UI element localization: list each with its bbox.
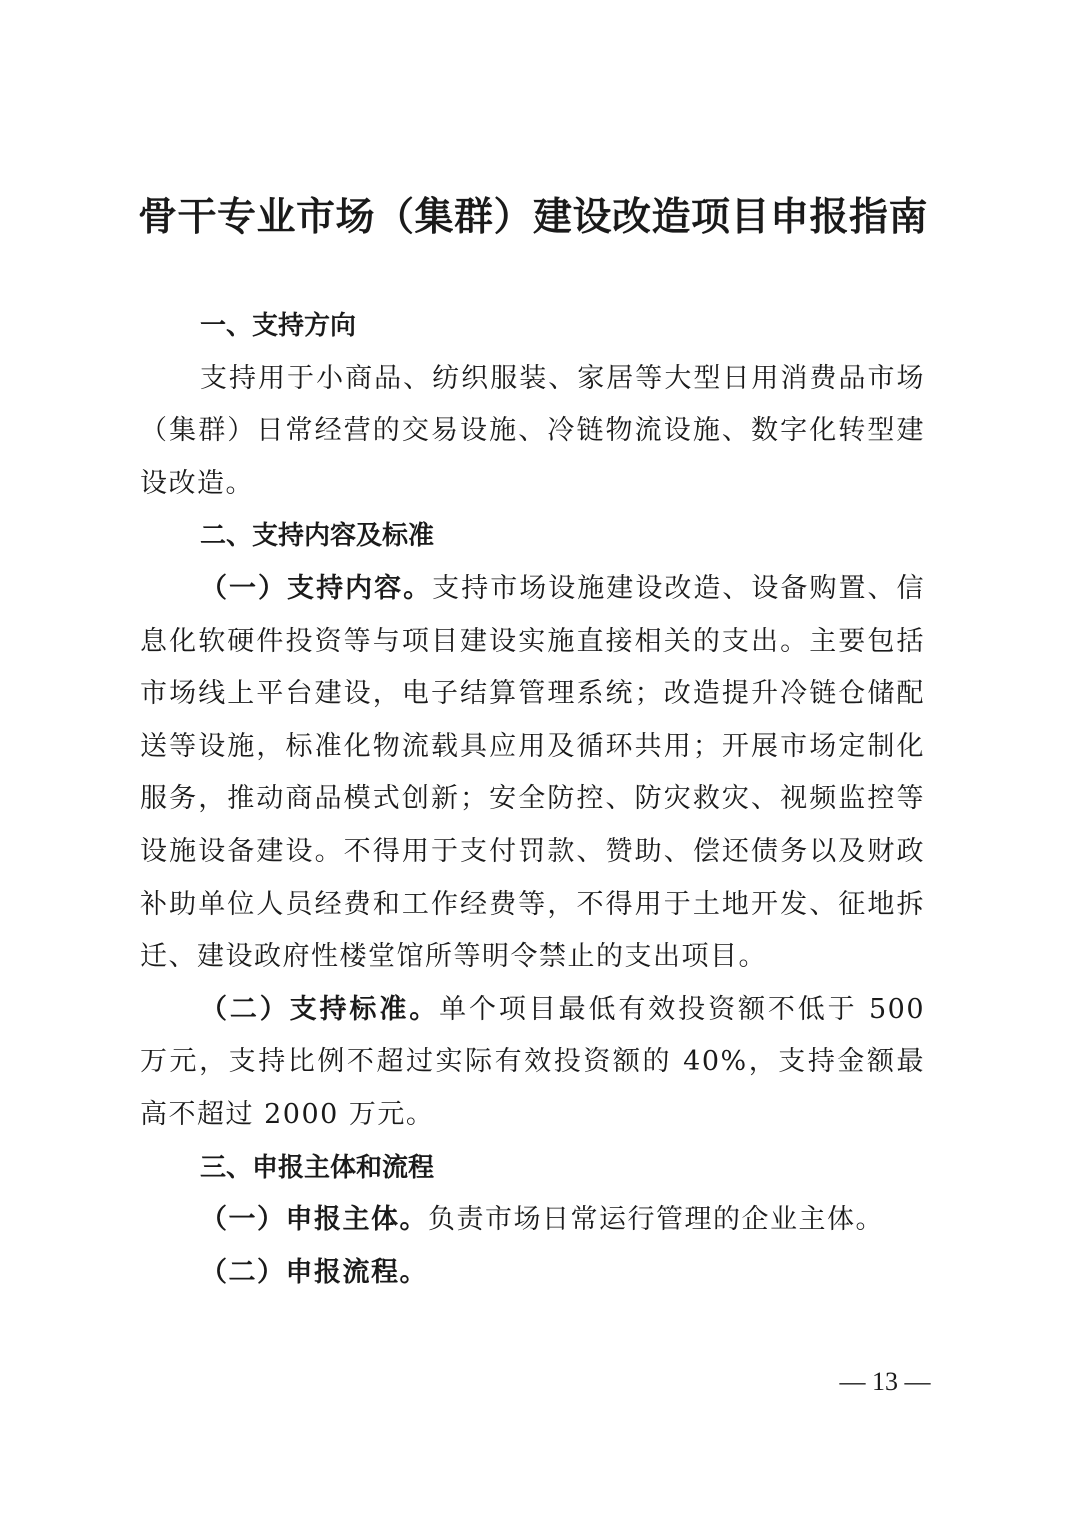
section-heading-applicant-process: 三、申报主体和流程 (200, 1152, 435, 1183)
subheading-support-standard: （二）支持标准。 (200, 993, 440, 1025)
document-title: 骨干专业市场（集群）建设改造项目申报指南 (138, 194, 929, 240)
paragraph-process (140, 1247, 925, 1300)
subheading-process: （二）申报流程。 (200, 1256, 428, 1288)
applicant-text: 负责市场日常运行管理的企业主体。 (428, 1204, 884, 1236)
paragraph-support-standard (140, 984, 925, 1142)
subheading-applicant: （一）申报主体。 (200, 1204, 428, 1236)
section-heading-support-direction: 一、支持方向 (200, 311, 357, 341)
page-number: — 13 — (839, 1367, 931, 1396)
support-standard-text: 单个项目最低有效投资额不低于 500 万元，支持比例不超过实际有效投资额的 40%，支持金额最高不超过 2000 万元。 (140, 993, 925, 1130)
paragraph-support-direction: 支持用于小商品、纺织服装、家居等大型日用消费品市场（集群）日常经营的交易设施、冷链物流设施、数字化转型建设改造。 (140, 362, 925, 499)
paragraph-support-content (140, 563, 925, 984)
document-body (140, 300, 925, 1299)
support-content-text: 支持市场设施建设改造、设备购置、信息化软硬件投资等与项目建设实施直接相关的支出。主要包括市场线上平台建设，电子结算管理系统；改造提升冷链仓储配送等设施，标准化物流载具应用及循环共用；开展市场定制化服务，推动商品模式创新；安全防控、防灾救灾、视频监控等设施设备建设。不得用于支付罚款、赞助、偿还债务以及财政补助单位人员经费和工作经费等，不得用于土地开发、征地拆迁、建设政府性楼堂馆所等明令禁止的支出项目。 (140, 572, 926, 973)
section-heading-support-content: 二、支持内容及标准 (200, 521, 435, 552)
paragraph-applicant (140, 1194, 925, 1247)
subheading-support-content: （一）支持内容。 (200, 572, 433, 604)
